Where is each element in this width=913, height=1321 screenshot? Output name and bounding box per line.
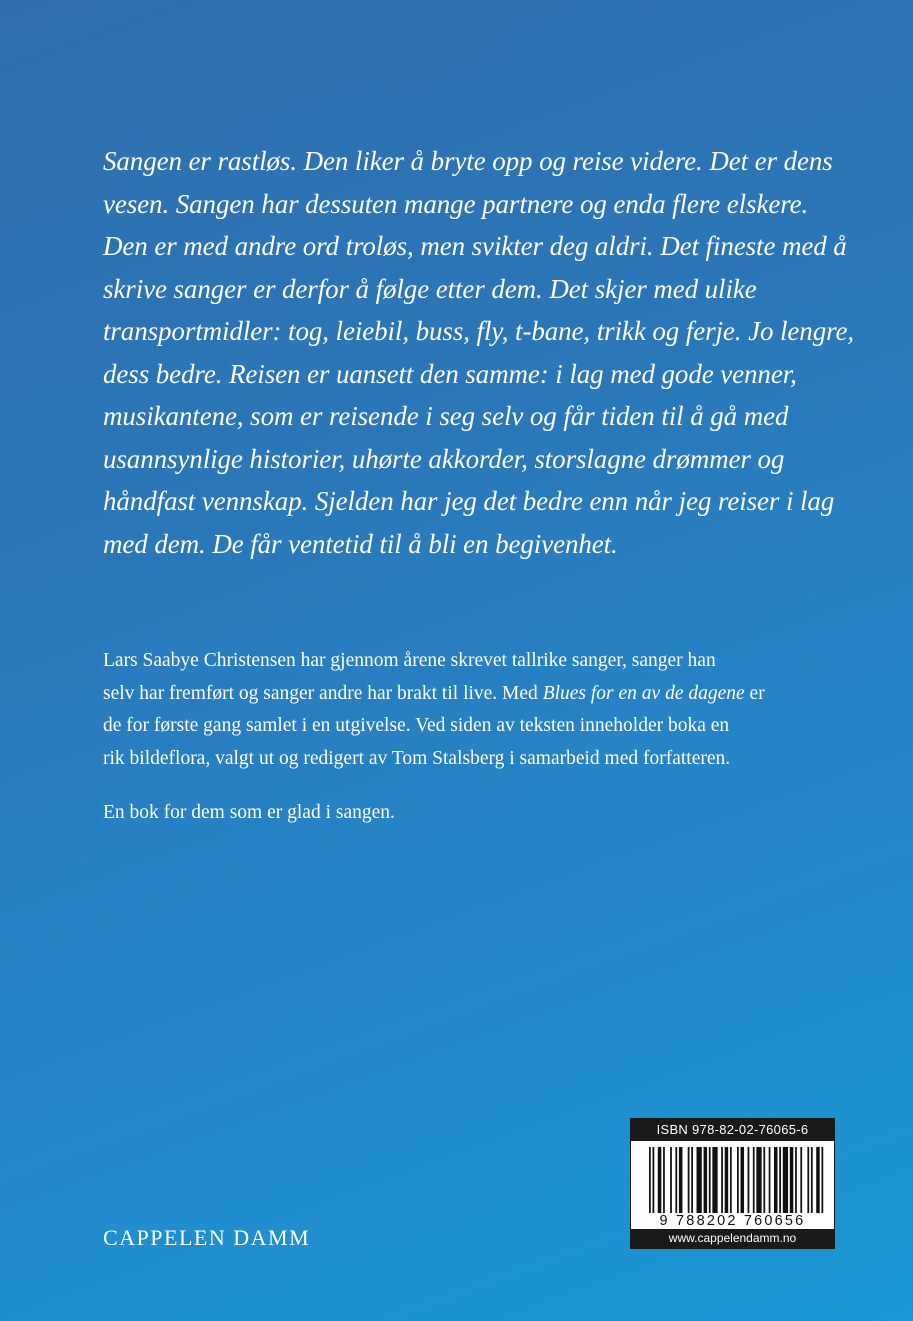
barcode-bar xyxy=(737,1147,739,1213)
barcode-bar xyxy=(712,1147,717,1213)
barcode-bar xyxy=(795,1147,797,1213)
publisher-url: www.cappelendamm.no xyxy=(631,1229,834,1248)
barcode-bar xyxy=(774,1147,778,1213)
barcode-bar xyxy=(675,1147,677,1213)
barcode-bar xyxy=(800,1147,802,1213)
quote-line: usannsynlige historier, uhørte akkorder, storslagne drømmer og xyxy=(103,443,785,474)
back-cover-quote xyxy=(103,140,855,565)
barcode-bar xyxy=(709,1147,711,1213)
barcode-bar xyxy=(779,1147,781,1213)
barcode-bar xyxy=(704,1147,708,1213)
isbn-barcode xyxy=(630,1118,835,1249)
description-line: rik bildeflora, valgt ut og redigert av Tom Stalsberg i samarbeid med forfatteren. xyxy=(103,747,731,769)
quote-line: håndfast vennskap. Sjelden har jeg det bedre enn når jeg reiser i lag xyxy=(103,486,835,516)
barcode-bar xyxy=(741,1147,745,1213)
barcode-bar xyxy=(679,1147,683,1213)
barcode-bar xyxy=(756,1147,761,1213)
description-text: er xyxy=(744,682,765,704)
barcode-bar xyxy=(807,1147,809,1213)
barcode-bar xyxy=(658,1147,662,1213)
quote-line: vesen. Sangen har dessuten mange partnere og enda flere elskere. xyxy=(103,188,809,219)
barcode-bar xyxy=(688,1147,690,1213)
book-title: Blues for en av de dagene xyxy=(542,682,745,704)
description-line xyxy=(103,678,863,711)
description-line: Lars Saabye Christensen har gjennom årene skrevet tallrike sanger, sanger han xyxy=(103,650,716,671)
barcode-bar xyxy=(649,1147,651,1213)
barcode-bar xyxy=(670,1147,672,1213)
quote-line: Den er med andre ord troløs, men svikter deg aldri. Det fineste med å xyxy=(103,231,847,261)
barcode-bar xyxy=(663,1147,665,1213)
author-description xyxy=(103,645,863,775)
publisher-logo: CAPPELEN DAMM xyxy=(103,1225,311,1250)
description-text: selv har fremført og sanger andre har brakt til live. Med xyxy=(103,682,543,704)
barcode-bar xyxy=(748,1147,750,1213)
quote-line: transportmidler: tog, leiebil, buss, fly, t-bane, trikk og ferje. Jo lengre, xyxy=(103,316,855,346)
barcode-bar xyxy=(811,1147,813,1213)
quote-line: musikantene, som er reisende i seg selv og får tiden til å gå med xyxy=(103,401,789,431)
barcode-digits: 9 788202 760656 xyxy=(659,1213,806,1229)
barcode-bar xyxy=(783,1147,788,1213)
barcode-bars xyxy=(649,1147,825,1213)
barcode-bar xyxy=(753,1147,755,1213)
barcode-bar xyxy=(691,1147,693,1213)
quote-line: dess bedre. Reisen er uansett den samme: i lag med gode venner, xyxy=(103,358,797,389)
barcode-bar xyxy=(769,1147,771,1213)
barcode-bar xyxy=(763,1147,765,1213)
barcode-bar xyxy=(816,1147,820,1213)
barcode-bar xyxy=(721,1147,723,1213)
description-line: de for første gang samlet i en utgivelse. Ved siden av teksten inneholder boka en xyxy=(103,715,730,736)
barcode-bar xyxy=(730,1147,732,1213)
barcode-bar xyxy=(725,1147,729,1213)
isbn-label: ISBN 978-82-02-76065-6 xyxy=(631,1119,834,1141)
quote-line: med dem. De får ventetid til å bli en begivenhet. xyxy=(103,528,618,559)
quote-line: skrive sanger er derfor å følge etter dem. Det skjer med ulike xyxy=(103,273,757,304)
barcode-bar xyxy=(821,1147,823,1213)
quote-line: Sangen er rastløs. Den liker å bryte opp og reise videre. Det er dens xyxy=(103,146,833,176)
tagline: En bok for dem som er glad i sangen. xyxy=(103,802,395,823)
barcode-bar xyxy=(790,1147,794,1213)
barcode-bar xyxy=(653,1147,655,1213)
barcode-bar xyxy=(697,1147,702,1213)
